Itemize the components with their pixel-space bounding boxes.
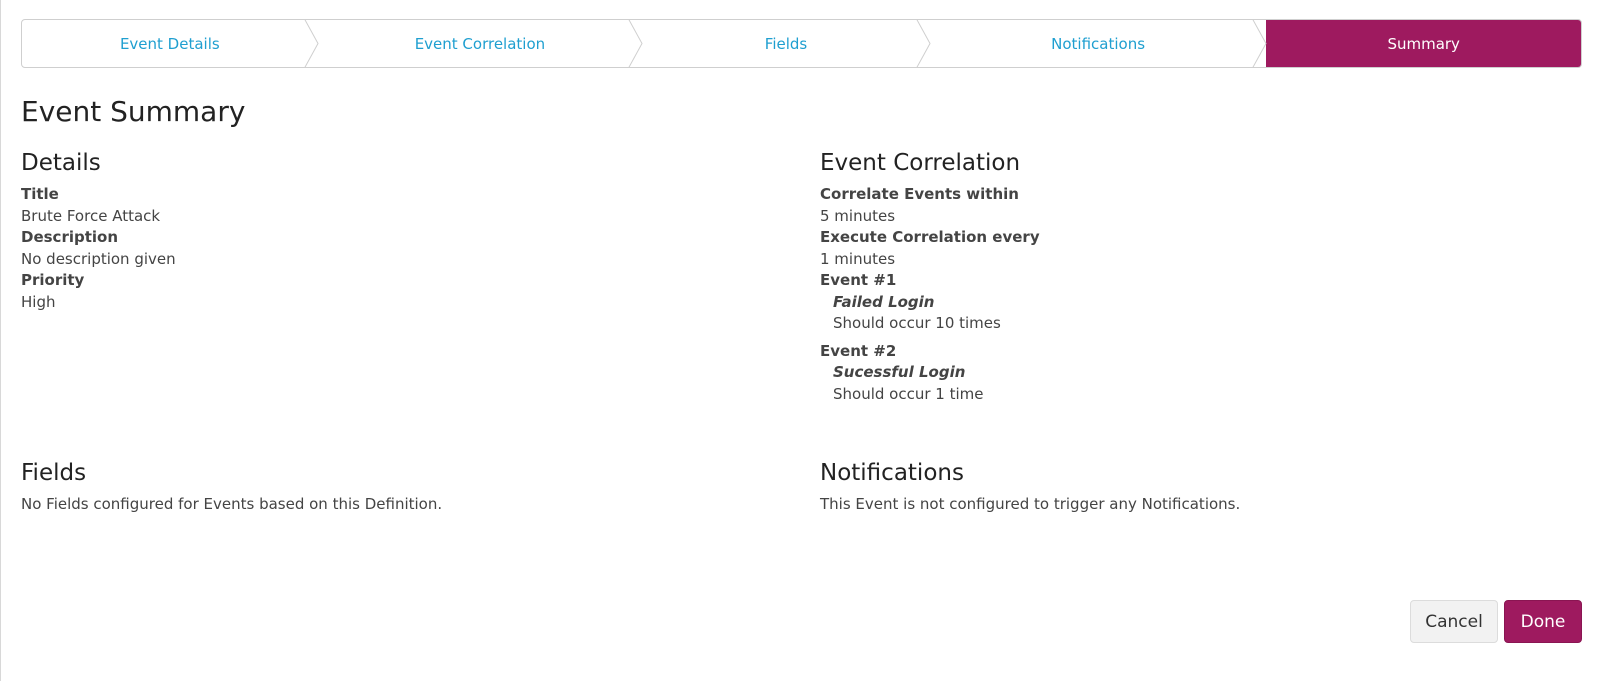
wizard-steps [21, 19, 1582, 68]
details-heading: Details [21, 150, 101, 176]
step-event-details[interactable] [22, 20, 318, 67]
correlation-event [820, 341, 1040, 406]
correlate-within-value: 5 minutes [820, 206, 896, 225]
step-label: Notifications [1051, 34, 1146, 53]
event-number: Event #2 [820, 341, 897, 360]
step-separator-icon [1252, 19, 1280, 68]
title-value: Brute Force Attack [21, 206, 161, 225]
done-button[interactable]: Done [1504, 600, 1582, 643]
description-value: No description given [21, 249, 176, 268]
fields-section [21, 458, 442, 516]
notifications-heading: Notifications [820, 460, 964, 486]
step-separator-icon [628, 19, 656, 68]
priority-label: Priority [21, 271, 85, 289]
execute-every-label: Execute Correlation every [820, 228, 1040, 246]
correlate-within-label: Correlate Events within [820, 185, 1019, 203]
step-event-correlation[interactable] [318, 20, 643, 67]
page-title: Event Summary [21, 95, 246, 128]
execute-every-value: 1 minutes [820, 249, 896, 268]
event-occurrence: Should occur 1 time [833, 384, 984, 403]
details-section [21, 148, 176, 313]
correlation-section [820, 148, 1040, 411]
step-label: Summary [1387, 34, 1460, 53]
event-occurrence: Should occur 10 times [833, 314, 1001, 332]
priority-value: High [21, 292, 56, 311]
event-number: Event #1 [820, 271, 897, 289]
step-separator-icon [916, 19, 944, 68]
step-fields[interactable] [642, 20, 930, 67]
description-label: Description [21, 228, 119, 246]
event-name: Failed Login [833, 292, 935, 311]
correlation-event [820, 270, 1040, 335]
fields-text: No Fields configured for Events based on this Definition. [21, 495, 443, 513]
step-label: Fields [764, 34, 808, 53]
notifications-section [820, 458, 1240, 516]
cancel-button[interactable]: Cancel [1410, 600, 1498, 643]
step-notifications[interactable] [930, 20, 1267, 67]
step-summary[interactable] [1266, 20, 1581, 67]
step-label: Event Correlation [414, 34, 546, 53]
fields-heading: Fields [21, 460, 87, 486]
notifications-text: This Event is not configured to trigger any Notifications. [820, 495, 1241, 513]
event-name: Sucessful Login [833, 363, 966, 381]
correlation-heading: Event Correlation [820, 150, 1021, 176]
step-separator-icon [304, 19, 332, 68]
title-label: Title [21, 185, 59, 203]
step-label: Event Details [119, 34, 220, 53]
